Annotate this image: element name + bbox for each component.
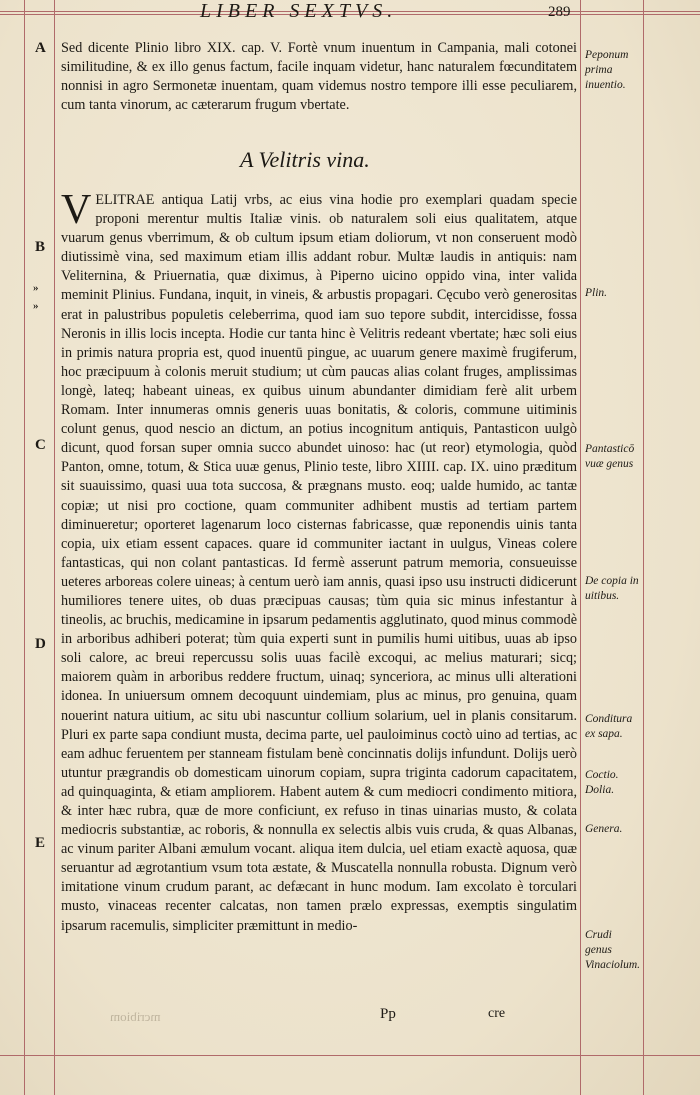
margin-note-conditura: Conditura ex sapa. — [585, 713, 633, 740]
drop-cap: V — [61, 187, 92, 233]
margin-note-genera: Genera. — [585, 823, 623, 835]
margin-note-pantastico: Pantasticō vuæ genus — [585, 443, 635, 470]
section-heading: A Velitris vina. — [240, 147, 370, 172]
margin-rule-right — [643, 0, 644, 1095]
quote-mark: » — [33, 300, 39, 312]
margin-rule-inner — [54, 0, 55, 1095]
margin-note-crudi: Crudi genus Vinaciolum. — [585, 929, 641, 971]
paragraph-velitrae-text: ELITRAE antiqua Latij vrbs, ac eius vina hodie pro exemplari quadam specie proponi merentur multis Italiæ vinis. ob naturalem soli eius qualitatem, atque vuarum genus vberrimum, & ob cultum ipsum etiam doliorum, vt non conseruent modò diutissimè vina, sed maximum etiam illis addant robur. Multæ laudis in antiquis: nam Veliternina, & Priuernatia, quæ diximus, à Piperno uicino oppido vina, inter valida meminit Plinius. Fundana, inquit, in vineis, & arbustis propagari. Cęcubo verò generositas erat in palustribus populetis celeberrima, quod iam suo tepore subdit, intercidisse, fossa Neronis in illis locis incepta. Hodie cur tanta hinc è Velitris redeant vbertate; hæc soli eius in primis natura propria est, quod inuentū pingue, ac uuarum genere maximè frugiferum, hoc præcipuum à colonis meruit studium; ut cùm paucas alias colant fruges, amplissimas longè, lateq; habeant uineas, ex quibus uinum abundanter dimidiam ferè alit urbem Romam. Inter innumeras omnis generis uuas bonitatis, & coloris, commune uitiminis colunt genus, quod nescio an dictum, an potius incognitum antiquis, Pantasticon uulgò dicunt, quod forsan super omnia succo abundet uinoso: hac (ut reor) etymologia, quòd Panton, omne, totum, & Stica uuæ genus, Plinio teste, libro XIIII. cap. IX. uino præditum sit suauissimo, quasi uua tota succosa, & prægnans musto. eoq; ualde humido, ac tantæ copiæ; ut nisi pro coctione, quam communiter adhibent mustis ad tertiam partem diminueretur; oporteret lagenarum loco cisternas fabricasse, quæ reponendis uinis tanta copia, uix etiam essent capaces. quare id communiter iactant in uulgus, Vineas colere fantasticas, qui non colant pantasticas. Id fermè asserunt patrum memoria, consueuisse ueteres arboreas colere uineas; à centum uerò iam annis, quasi ipso usu instructi didicerunt humiliores tenere uites, ob duas præcipuas causas; tùm quia sic minus infestantur à tineolis, ac bruchis, medicamine in ipsarum pedamentis agglutinato, quod minus commodè in arboribus adhiberi poterat; tùm quia experti sunt in pumilis humi uitibus, uuas ab ipso soli calore, ac breui repercussu solis uuas facilè excoqui, ac melius maturari; sicq; maiorem quàm in arboribus reddere fructum, uinaq; synceriora, ac minus ulli alterationi idonea. In uniuersum omnem decoquunt uindemiam, plus ac minus, pro genuina, quam nouerint natura uitium, ac situ ubi nascuntur collium solarium, uel in planis consitarum. Pluri ex parte sapa condiunt musta, decima parte, uel pauloiminus coctò uino ad tertias, ac eam adhuc feruentem per stanneam fistulam benè concinnatis dolijs infundunt. Dolijs uerò utuntur prægrandis ob domesticam uinorum copiam, supra triginta cadorum capacitatem, ad quinquaginta, & etiam ampliorem. Habent autem & cum mediocri condimento mitiora, & inter hæc rubra, quæ de more conficiunt, ex refuso in tinas uinarias musto, & colata mediocris substantiæ, ac roboris, & nonnulla ex selectis albis vuis cruda, & quas Albanas, ac vinum pariter Albani æmulum vocant. aliqua item dulcia, uel etiam exactè aquosa, quæ seruantur ad ægrotantium vsum tota æstate, & Muscatella nonnulla robusta. Dignum verò imitatione vinum crudum parant, ac defæcant in hunc modum. Iam excolato è torculari musto, vinaceas recenter calcatas, non tamen prælo expressas, exemptis singulatim ipsarum racemulis, simpliciter præmittunt in medio- — [61, 192, 577, 934]
catchword: cre — [488, 1006, 506, 1021]
signature-mark: Pp — [380, 1006, 396, 1022]
section-letter-d: D — [35, 636, 46, 652]
bleed-through-text: mcribiom — [110, 1009, 161, 1024]
quote-mark: » — [33, 282, 39, 294]
paragraph-velitrae — [61, 187, 577, 936]
margin-note-copia: De copia in uitibus. — [585, 575, 639, 602]
margin-rule-left — [24, 0, 25, 1095]
running-header: LIBER SEXTVS. — [200, 0, 398, 22]
section-letter-c: C — [35, 437, 46, 453]
margin-rule-notes — [580, 0, 581, 1095]
section-letter-b: B — [35, 239, 46, 255]
section-letter-a: A — [35, 40, 46, 56]
footer-rule — [0, 1055, 700, 1056]
margin-note-plin: Plin. — [585, 287, 608, 299]
paragraph-intro: Sed dicente Plinio libro XIX. cap. V. Fortè vnum inuentum in Campania, mali cotonei similitudine, & ex illo genus factum, facile inquam videtur, hanc naturalem fœcunditatem nonnisi in agro Sermonetæ inuentam, quam videmus nostro tempore illi esse peculiarem, cum tanta vinorum, ac cæterarum frugum vbertate. — [61, 40, 577, 114]
margin-note-peponum: Peponum prima inuentio. — [585, 49, 629, 91]
margin-note-coctio: Coctio. Dolia. — [585, 769, 619, 796]
section-letter-e: E — [35, 835, 46, 851]
page-number: 289 — [548, 4, 571, 20]
